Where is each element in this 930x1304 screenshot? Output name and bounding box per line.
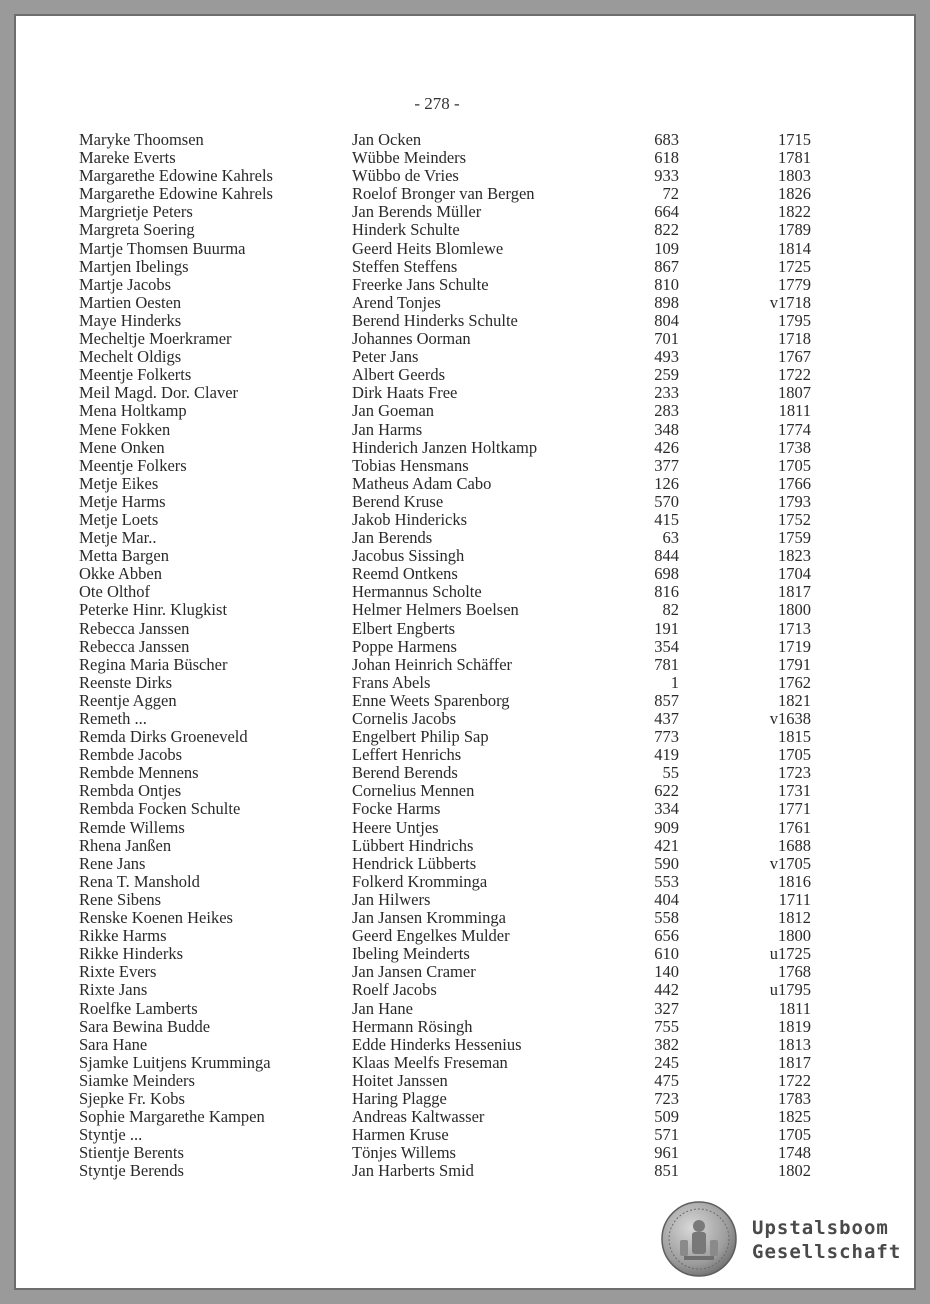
table-row <box>79 1036 819 1054</box>
record-number: 442 <box>654 980 679 1000</box>
year: 1767 <box>778 347 811 367</box>
groom-name: Wübbe Meinders <box>352 148 467 168</box>
bride-name: Mareke Everts <box>79 148 176 168</box>
year: 1802 <box>778 1161 811 1181</box>
year: 1722 <box>778 1070 811 1090</box>
logo-text-line2: Gesellschaft <box>752 1241 902 1263</box>
year: 1813 <box>778 1034 811 1054</box>
groom-name: Leffert Henrichs <box>352 745 462 765</box>
groom-name: Jan Berends <box>352 528 433 548</box>
bride-name: Rhena Janßen <box>79 835 172 855</box>
year: 1800 <box>778 600 811 620</box>
year: 1825 <box>778 1107 811 1127</box>
bride-name: Margarethe Edowine Kahrels <box>79 184 273 204</box>
year: 1819 <box>778 1016 811 1036</box>
bride-name: Meentje Folkers <box>79 455 187 475</box>
groom-name: Jan Ocken <box>352 130 422 149</box>
groom-name: Frans Abels <box>352 672 431 692</box>
bride-name: Rembde Jacobs <box>79 745 183 765</box>
table-row <box>79 601 819 619</box>
groom-name: Wübbo de Vries <box>352 166 459 186</box>
table-row <box>79 855 819 873</box>
bride-name: Roelfke Lamberts <box>79 998 198 1018</box>
record-number: 701 <box>654 329 679 349</box>
groom-name: Edde Hinderks Hessenius <box>352 1034 522 1054</box>
groom-name: Klaas Meelfs Freseman <box>352 1052 508 1072</box>
year: 1718 <box>778 329 811 349</box>
record-number: 656 <box>654 926 679 946</box>
table-row <box>79 240 819 258</box>
bride-name: Rembde Mennens <box>79 763 199 783</box>
year: 1793 <box>778 491 811 511</box>
groom-name: Matheus Adam Cabo <box>352 473 492 493</box>
year: 1713 <box>778 618 811 638</box>
year: 1822 <box>778 202 811 222</box>
table-row <box>79 620 819 638</box>
groom-name: Jan Hilwers <box>352 889 431 909</box>
year: 1811 <box>778 998 811 1018</box>
record-number: 377 <box>654 455 679 475</box>
bride-name: Rixte Jans <box>79 980 148 1000</box>
bride-name: Siamke Meinders <box>79 1070 195 1090</box>
table-row <box>79 348 819 366</box>
groom-name: Cornelius Mennen <box>352 781 475 801</box>
groom-name: Hinderk Schulte <box>352 220 460 240</box>
bride-name: Reenste Dirks <box>79 672 173 692</box>
table-row <box>79 583 819 601</box>
bride-name: Regina Maria Büscher <box>79 654 228 674</box>
record-number: 961 <box>654 1143 679 1163</box>
groom-name: Ibeling Meinderts <box>352 944 470 964</box>
groom-name: Harmen Kruse <box>352 1125 449 1145</box>
year: 1803 <box>778 166 811 186</box>
record-number: 382 <box>654 1034 679 1054</box>
year: 1731 <box>778 781 811 801</box>
groom-name: Tobias Hensmans <box>352 455 469 475</box>
table-row <box>79 1000 819 1018</box>
year: 1817 <box>778 1052 811 1072</box>
year: v1638 <box>769 709 811 728</box>
groom-name: Heere Untjes <box>352 817 439 837</box>
bride-name: Rixte Evers <box>79 962 157 982</box>
record-number: 571 <box>654 1125 679 1145</box>
bride-name: Meil Magd. Dor. Claver <box>79 383 239 403</box>
record-number: 82 <box>662 600 679 620</box>
table-row <box>79 891 819 909</box>
bride-name: Rikke Hinderks <box>79 944 184 964</box>
year: u1725 <box>769 944 811 964</box>
groom-name: Johannes Oorman <box>352 329 471 349</box>
record-number: 804 <box>654 310 679 330</box>
record-number: 698 <box>654 564 679 584</box>
bride-name: Rene Sibens <box>79 889 162 909</box>
groom-name: Geerd Engelkes Mulder <box>352 926 510 946</box>
bride-name: Maye Hinderks <box>79 310 182 330</box>
bride-name: Margrietje Peters <box>79 202 193 222</box>
groom-name: Albert Geerds <box>352 365 446 385</box>
bride-name: Martjen Ibelings <box>79 256 189 276</box>
record-number: 933 <box>654 166 679 186</box>
year: 1826 <box>778 184 811 204</box>
table-row <box>79 203 819 221</box>
groom-name: Johan Heinrich Schäffer <box>352 654 513 674</box>
groom-name: Hermann Rösingh <box>352 1016 473 1036</box>
record-number: 419 <box>654 745 679 765</box>
groom-name: Tönjes Willems <box>352 1143 456 1163</box>
groom-name: Berend Berends <box>352 763 458 783</box>
record-number: 426 <box>654 437 679 457</box>
record-number: 233 <box>654 383 679 403</box>
record-number: 283 <box>654 401 679 421</box>
groom-name: Dirk Haats Free <box>352 383 458 403</box>
table-row <box>79 746 819 764</box>
groom-name: Hinderich Janzen Holtkamp <box>352 437 538 457</box>
groom-name: Engelbert Philip Sap <box>352 727 489 747</box>
year: 1779 <box>778 274 811 294</box>
table-row <box>79 710 819 728</box>
groom-name: Haring Plagge <box>352 1088 447 1108</box>
groom-name: Jan Hane <box>352 998 413 1018</box>
year: 1807 <box>778 383 811 403</box>
year: 1781 <box>778 148 811 168</box>
bride-name: Sara Bewina Budde <box>79 1016 211 1036</box>
table-row <box>79 927 819 945</box>
bride-name: Styntje Berends <box>79 1161 184 1181</box>
groom-name: Jakob Hindericks <box>352 509 468 529</box>
year: 1768 <box>778 962 811 982</box>
groom-name: Folkerd Kromminga <box>352 871 488 891</box>
bride-name: Mene Fokken <box>79 419 171 439</box>
year: 1722 <box>778 365 811 385</box>
bride-name: Maryke Thoomsen <box>79 130 204 149</box>
table-row <box>79 1072 819 1090</box>
table-row <box>79 674 819 692</box>
bride-name: Rikke Harms <box>79 926 167 946</box>
record-number: 63 <box>662 528 679 548</box>
year: 1711 <box>778 889 811 909</box>
groom-name: Jan Harberts Smid <box>352 1161 474 1181</box>
record-number: 610 <box>654 944 679 964</box>
year: u1795 <box>769 980 811 1000</box>
marriage-register-table <box>79 131 819 1180</box>
year: 1795 <box>778 310 811 330</box>
record-number: 348 <box>654 419 679 439</box>
year: 1725 <box>778 256 811 276</box>
groom-name: Roelf Jacobs <box>352 980 437 1000</box>
bride-name: Renske Koenen Heikes <box>79 908 233 928</box>
record-number: 126 <box>654 473 679 493</box>
year: 1748 <box>778 1143 811 1163</box>
table-row <box>79 1126 819 1144</box>
table-row <box>79 565 819 583</box>
year: 1705 <box>778 455 811 475</box>
record-number: 55 <box>662 763 679 783</box>
bride-name: Sjamke Luitjens Krumminga <box>79 1052 271 1072</box>
table-row <box>79 945 819 963</box>
table-row <box>79 819 819 837</box>
table-row <box>79 185 819 203</box>
record-number: 553 <box>654 871 679 891</box>
record-number: 755 <box>654 1016 679 1036</box>
table-row <box>79 800 819 818</box>
year: 1783 <box>778 1088 811 1108</box>
groom-name: Jan Goeman <box>352 401 435 421</box>
table-row <box>79 1018 819 1036</box>
record-number: 857 <box>654 690 679 710</box>
bride-name: Sara Hane <box>79 1034 148 1054</box>
record-number: 851 <box>654 1161 679 1181</box>
groom-name: Reemd Ontkens <box>352 564 458 584</box>
year: 1715 <box>778 130 811 149</box>
groom-name: Berend Kruse <box>352 491 444 511</box>
table-row <box>79 547 819 565</box>
table-row <box>79 402 819 420</box>
bride-name: Styntje ... <box>79 1125 143 1145</box>
record-number: 683 <box>654 130 679 149</box>
groom-name: Arend Tonjes <box>352 292 441 312</box>
table-row <box>79 1054 819 1072</box>
bride-name: Metta Bargen <box>79 546 169 566</box>
groom-name: Lübbert Hindrichs <box>352 835 474 855</box>
table-row <box>79 529 819 547</box>
record-number: 898 <box>654 292 679 312</box>
bride-name: Remeth ... <box>79 709 147 728</box>
table-row <box>79 457 819 475</box>
year: 1723 <box>778 763 811 783</box>
year: 1800 <box>778 926 811 946</box>
groom-name: Enne Weets Sparenborg <box>352 690 510 710</box>
logo-text-line1: Upstalsboom <box>752 1217 889 1239</box>
bride-name: Stientje Berents <box>79 1143 184 1163</box>
year: 1814 <box>778 238 811 258</box>
table-row <box>79 384 819 402</box>
bride-name: Margreta Soering <box>79 220 195 240</box>
year: 1705 <box>778 745 811 765</box>
year: 1759 <box>778 528 811 548</box>
bride-name: Mena Holtkamp <box>79 401 187 421</box>
year: 1719 <box>778 636 811 656</box>
table-row <box>79 692 819 710</box>
bride-name: Meentje Folkerts <box>79 365 192 385</box>
bride-name: Martje Thomsen Buurma <box>79 238 246 258</box>
bride-name: Metje Eikes <box>79 473 159 493</box>
record-number: 245 <box>654 1052 679 1072</box>
bride-name: Metje Harms <box>79 491 166 511</box>
record-number: 421 <box>654 835 679 855</box>
table-row <box>79 366 819 384</box>
record-number: 570 <box>654 491 679 511</box>
record-number: 558 <box>654 908 679 928</box>
table-row <box>79 511 819 529</box>
year: 1823 <box>778 546 811 566</box>
table-row <box>79 1144 819 1162</box>
groom-name: Hoitet Janssen <box>352 1070 448 1090</box>
groom-name: Jan Harms <box>352 419 423 439</box>
table-row <box>79 475 819 493</box>
table-row <box>79 963 819 981</box>
groom-name: Hermannus Scholte <box>352 582 482 602</box>
year: 1688 <box>778 835 811 855</box>
record-number: 437 <box>654 709 679 728</box>
bride-name: Rembda Focken Schulte <box>79 799 241 819</box>
record-number: 909 <box>654 817 679 837</box>
record-number: 140 <box>654 962 679 982</box>
groom-name: Focke Harms <box>352 799 441 819</box>
record-number: 493 <box>654 347 679 367</box>
record-number: 109 <box>654 238 679 258</box>
record-number: 1 <box>670 672 679 692</box>
year: 1789 <box>778 220 811 240</box>
year: 1704 <box>778 564 811 584</box>
groom-name: Poppe Harmens <box>352 636 457 656</box>
year: 1815 <box>778 727 811 747</box>
bride-name: Martien Oesten <box>79 292 182 312</box>
bride-name: Ote Olthof <box>79 582 151 602</box>
bride-name: Martje Jacobs <box>79 274 172 294</box>
record-number: 590 <box>654 853 679 873</box>
bride-name: Metje Mar.. <box>79 528 157 548</box>
record-number: 404 <box>654 889 679 909</box>
groom-name: Jacobus Sissingh <box>352 546 465 566</box>
table-row <box>79 439 819 457</box>
record-number: 191 <box>654 618 679 638</box>
table-row <box>79 149 819 167</box>
year: 1705 <box>778 1125 811 1145</box>
year: 1771 <box>778 799 811 819</box>
table-row <box>79 656 819 674</box>
record-number: 664 <box>654 202 679 222</box>
year: 1816 <box>778 871 811 891</box>
year: 1738 <box>778 437 811 457</box>
year: 1817 <box>778 582 811 602</box>
table-row <box>79 1162 819 1180</box>
bride-name: Remde Willems <box>79 817 185 837</box>
record-number: 72 <box>662 184 679 204</box>
table-row <box>79 312 819 330</box>
bride-name: Sophie Margarethe Kampen <box>79 1107 265 1127</box>
page-number: - 278 - <box>414 94 460 113</box>
record-number: 773 <box>654 727 679 747</box>
table-row <box>79 167 819 185</box>
record-number: 844 <box>654 546 679 566</box>
groom-name: Berend Hinderks Schulte <box>352 310 518 330</box>
bride-name: Mecheltje Moerkramer <box>79 329 232 349</box>
year: 1791 <box>778 654 811 674</box>
groom-name: Roelof Bronger van Bergen <box>352 184 535 204</box>
record-number: 622 <box>654 781 679 801</box>
bride-name: Rembda Ontjes <box>79 781 182 801</box>
record-number: 781 <box>654 654 679 674</box>
record-number: 259 <box>654 365 679 385</box>
groom-name: Steffen Steffens <box>352 256 458 276</box>
seal-icon <box>660 1200 738 1278</box>
groom-name: Freerke Jans Schulte <box>352 274 489 294</box>
record-number: 618 <box>654 148 679 168</box>
table-row <box>79 221 819 239</box>
table-row <box>79 873 819 891</box>
year: 1766 <box>778 473 811 493</box>
groom-name: Elbert Engberts <box>352 618 456 638</box>
table-row <box>79 330 819 348</box>
table-row <box>79 421 819 439</box>
upstalsboom-logo <box>660 1200 905 1280</box>
record-number: 334 <box>654 799 679 819</box>
table-row <box>79 1090 819 1108</box>
bride-name: Peterke Hinr. Klugkist <box>79 600 228 620</box>
record-number: 822 <box>654 220 679 240</box>
year: 1761 <box>778 817 811 837</box>
table-row <box>79 493 819 511</box>
bride-name: Reentje Aggen <box>79 690 177 710</box>
groom-name: Peter Jans <box>352 347 419 367</box>
bride-name: Rebecca Janssen <box>79 636 190 656</box>
year: 1811 <box>778 401 811 421</box>
bride-name: Sjepke Fr. Kobs <box>79 1088 185 1108</box>
bride-name: Rebecca Janssen <box>79 618 190 638</box>
record-number: 816 <box>654 582 679 602</box>
record-number: 723 <box>654 1088 679 1108</box>
table-row <box>79 909 819 927</box>
bride-name: Rena T. Manshold <box>79 871 200 891</box>
table-row <box>79 764 819 782</box>
bride-name: Margarethe Edowine Kahrels <box>79 166 273 186</box>
record-number: 867 <box>654 256 679 276</box>
groom-name: Jan Jansen Cramer <box>352 962 476 982</box>
year: v1705 <box>769 853 811 873</box>
groom-name: Geerd Heits Blomlewe <box>352 238 504 258</box>
table-row <box>79 294 819 312</box>
table-row <box>79 837 819 855</box>
record-number: 415 <box>654 509 679 529</box>
year: v1718 <box>769 292 811 312</box>
groom-name: Helmer Helmers Boelsen <box>352 600 519 620</box>
groom-name: Andreas Kaltwasser <box>352 1107 485 1127</box>
groom-name: Jan Berends Müller <box>352 202 482 222</box>
table-row <box>79 1108 819 1126</box>
table-row <box>79 276 819 294</box>
table-row <box>79 258 819 276</box>
record-number: 509 <box>654 1107 679 1127</box>
bride-name: Mene Onken <box>79 437 165 457</box>
bride-name: Okke Abben <box>79 564 162 584</box>
table-row <box>79 638 819 656</box>
groom-name: Cornelis Jacobs <box>352 709 457 728</box>
year: 1821 <box>778 690 811 710</box>
year: 1774 <box>778 419 811 439</box>
bride-name: Rene Jans <box>79 853 146 873</box>
table-row <box>79 728 819 746</box>
year: 1762 <box>778 672 811 692</box>
year: 1812 <box>778 908 811 928</box>
table-row <box>79 981 819 999</box>
groom-name: Jan Jansen Kromminga <box>352 908 506 928</box>
record-number: 354 <box>654 636 679 656</box>
record-number: 327 <box>654 998 679 1018</box>
record-number: 810 <box>654 274 679 294</box>
table-row <box>79 131 819 149</box>
bride-name: Metje Loets <box>79 509 159 529</box>
groom-name: Hendrick Lübberts <box>352 853 477 873</box>
table-row <box>79 782 819 800</box>
year: 1752 <box>778 509 811 529</box>
bride-name: Mechelt Oldigs <box>79 347 182 367</box>
record-number: 475 <box>654 1070 679 1090</box>
bride-name: Remda Dirks Groeneveld <box>79 727 248 747</box>
